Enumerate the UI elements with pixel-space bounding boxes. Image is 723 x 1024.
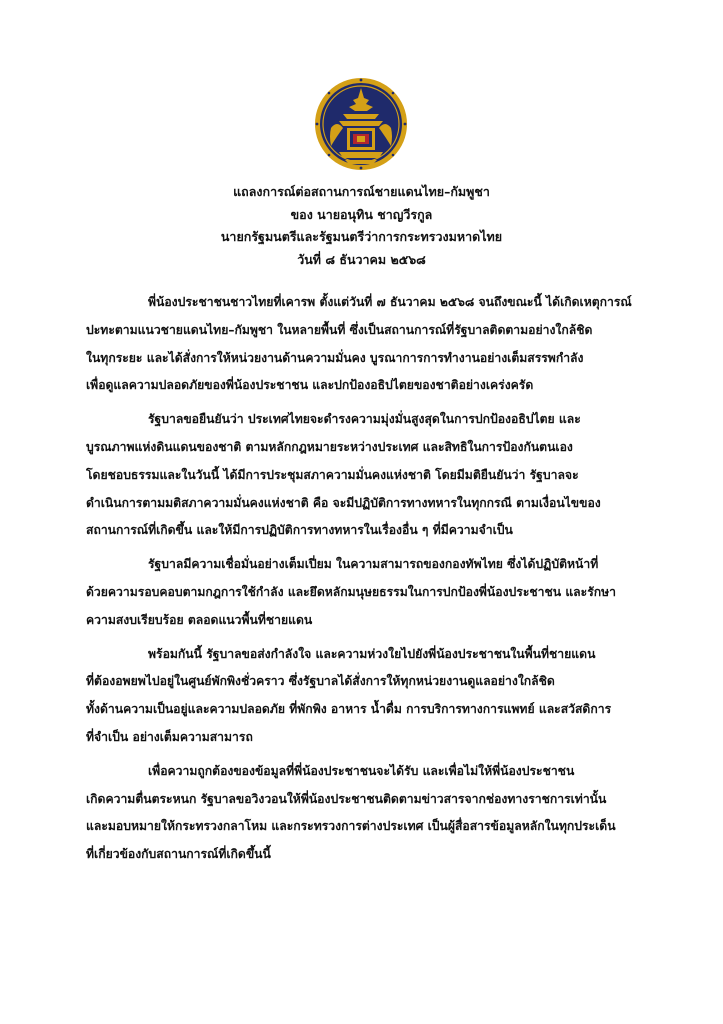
paragraph-line: เกิดความตื่นตระหนก รัฐบาลขอวิงวอนให้พี่น้องประชาชนติดตามข่าวสารจากช่องทางราชการเท่านั้น [86, 791, 607, 806]
paragraph-line: พี่น้องประชาชนชาวไทยที่เคารพ ตั้งแต่วันที่ ๗ ธันวาคม ๒๕๖๘ จนถึงขณะนี้ ได้เกิดเหตุการณ์ [148, 295, 632, 309]
paragraph-line: ที่เกี่ยวข้องกับสถานการณ์ที่เกิดขึ้นนี้ [86, 847, 271, 862]
paragraph-line: รัฐบาลขอยืนยันว่า ประเทศไทยจะดำรงความมุ่งมั่นสูงสุดในการปกป้องอธิปไตย และ [148, 412, 581, 427]
statement-date: วันที่ ๘ ธันวาคม ๒๕๖๘ [297, 251, 426, 267]
statement-title: แถลงการณ์ต่อสถานการณ์ชายแดนไทย–กัมพูชา [233, 184, 490, 199]
paragraph [86, 758, 638, 869]
paragraph-line: ในทุกระยะ และได้สั่งการให้หน่วยงานด้านความมั่นคง บูรณาการการทำงานอย่างเต็มสรรพกำลัง [86, 350, 584, 365]
paragraph-line: และมอบหมายให้กระทรวงกลาโหม และกระทรวงการต่างประเทศ เป็นผู้สื่อสารข้อมูลหลักในทุกประเด็น [86, 819, 616, 834]
paragraph-line: ด้วยความรอบคอบตามกฎการใช้กำลัง และยึดหลักมนุษยธรรมในการปกป้องพี่น้องประชาชน และรักษา [86, 584, 616, 599]
paragraph [86, 641, 638, 752]
statement-author: ของ นายอนุทิน ชาญวีรกูล [290, 206, 433, 222]
statement-author-position: นายกรัฐมนตรีและรัฐมนตรีว่าการกระทรวงมหาดไทย [220, 229, 503, 244]
paragraph-line: ทั้งด้านความเป็นอยู่และความปลอดภัย ที่พักพิง อาหาร น้ำดื่ม การบริการทางการแพทย์ และสวัสดิการ [86, 702, 612, 717]
statement-body [86, 289, 638, 875]
statement-header [0, 181, 723, 271]
paragraph-line: ปะทะตามแนวชายแดนไทย–กัมพูชา ในหลายพื้นที่ ซึ่งเป็นสถานการณ์ที่รัฐบาลติดตามอย่างใกล้ชิด [86, 322, 593, 337]
paragraph-line: โดยชอบธรรมและในวันนี้ ได้มีการประชุมสภาความมั่นคงแห่งชาติ โดยมีมติยืนยันว่า รัฐบาลจะ [86, 467, 579, 482]
paragraph-line: ความสงบเรียบร้อย ตลอดแนวพื้นที่ชายแดน [86, 612, 313, 627]
paragraph-line: ดำเนินการตามมติสภาความมั่นคงแห่งชาติ คือ จะมีปฏิบัติการทางทหารในทุกกรณี ตามเงื่อนไขของ [86, 495, 601, 510]
paragraph-line: ที่จำเป็น อย่างเต็มความสามารถ [86, 729, 253, 744]
paragraph [86, 551, 638, 634]
paragraph-line: บูรณภาพแห่งดินแดนของชาติ ตามหลักกฎหมายระหว่างประเทศ และสิทธิในการป้องกันตนเอง [86, 439, 573, 454]
paragraph-line: รัฐบาลมีความเชื่อมั่นอย่างเต็มเปี่ยม ในความสามารถของกองทัพไทย ซึ่งได้ปฏิบัติหน้าที่ [148, 557, 599, 572]
paragraph [86, 406, 638, 545]
paragraph-line: สถานการณ์ที่เกิดขึ้น และให้มีการปฏิบัติการทางทหารในเรื่องอื่น ๆ ที่มีความจำเป็น [86, 523, 513, 538]
royal-thai-government-seal-icon [309, 76, 413, 172]
paragraph-line: เพื่อดูแลความปลอดภัยของพี่น้องประชาชน และปกป้องอธิปไตยของชาติอย่างเคร่งครัด [86, 378, 534, 393]
paragraph-line: ที่ต้องอพยพไปอยู่ในศูนย์พักพิงชั่วคราว ซึ่งรัฐบาลได้สั่งการให้ทุกหน่วยงานดูแลอย่างใกล้ชิด [86, 674, 555, 689]
paragraph [86, 289, 638, 400]
paragraph-line: พร้อมกันนี้ รัฐบาลขอส่งกำลังใจ และความห่วงใยไปยังพี่น้องประชาชนในพื้นที่ชายแดน [148, 646, 596, 661]
paragraph-line: เพื่อความถูกต้องของข้อมูลที่พี่น้องประชาชนจะได้รับ และเพื่อไม่ให้พี่น้องประชาชน [148, 763, 575, 778]
